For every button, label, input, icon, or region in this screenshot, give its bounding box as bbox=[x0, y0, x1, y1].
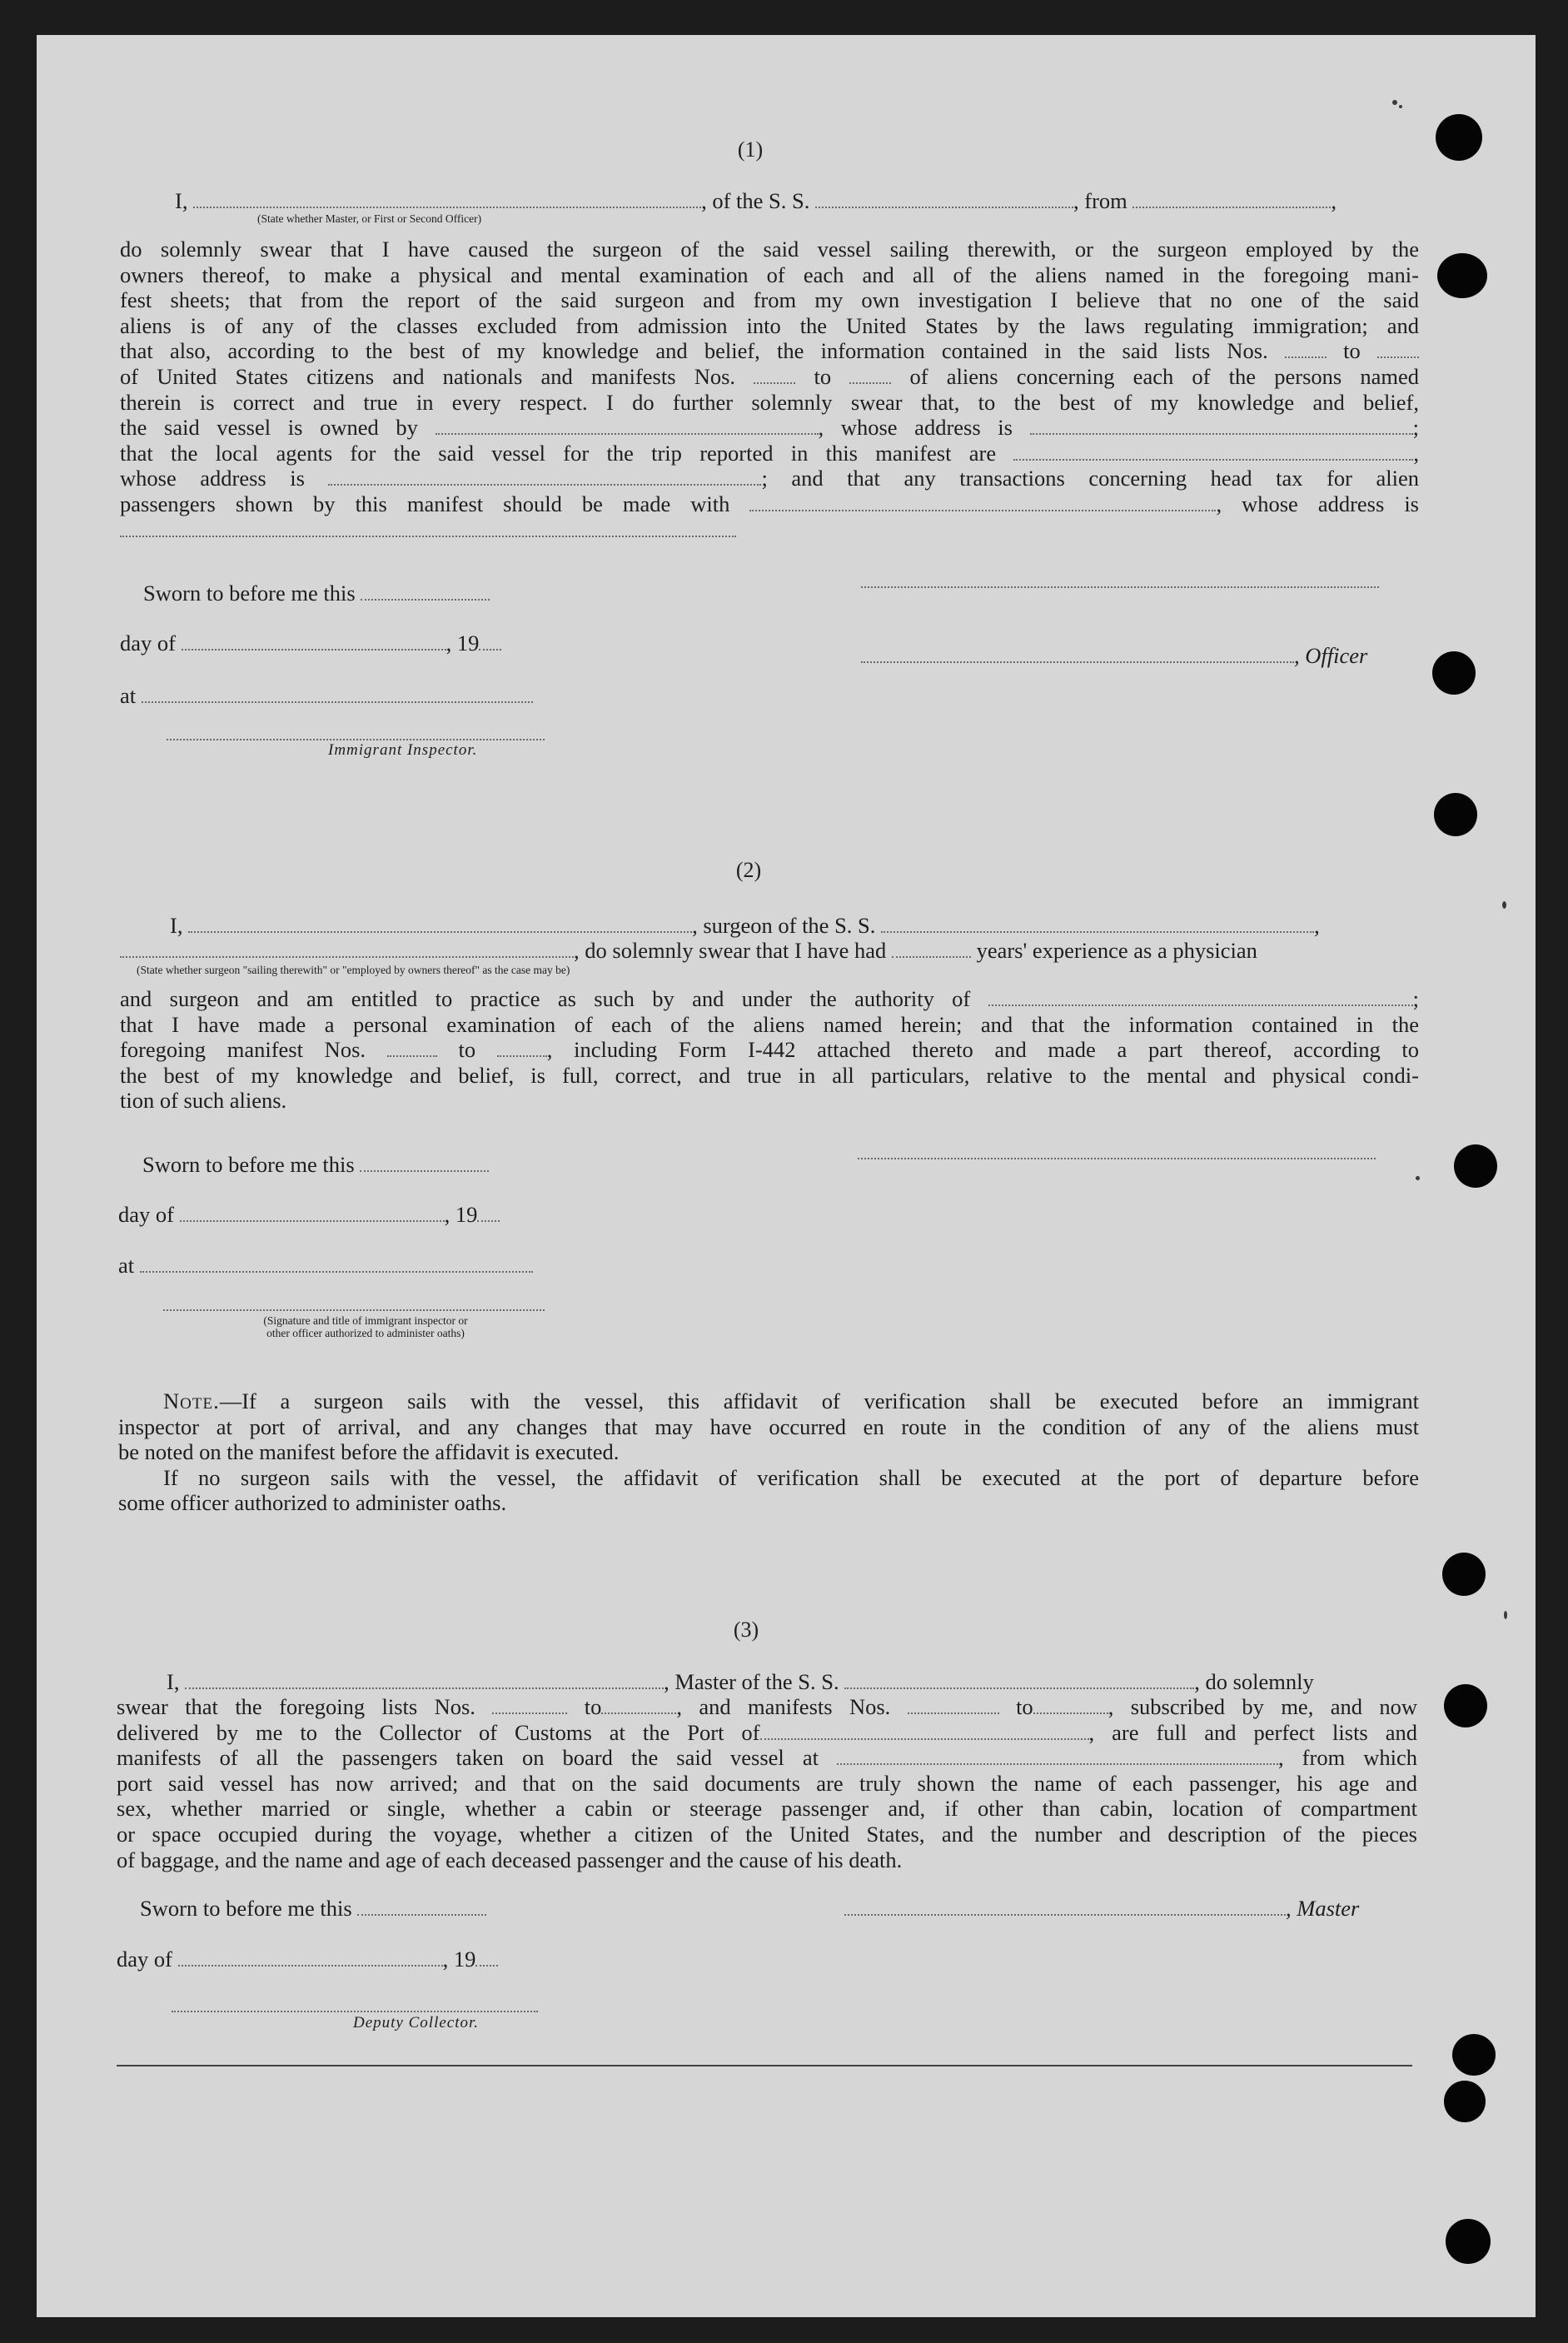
punch-hole bbox=[1442, 1553, 1486, 1596]
year-field[interactable] bbox=[477, 1205, 500, 1222]
officer-note: (State whether Master, or First or Second Officer) bbox=[257, 212, 482, 225]
surgeon-status-field[interactable] bbox=[120, 941, 574, 958]
ship-name-field[interactable] bbox=[815, 192, 1073, 208]
officer-signature-field[interactable] bbox=[861, 586, 1379, 588]
authority-field[interactable] bbox=[988, 990, 1413, 1006]
section-1-officer-sign: , Officer bbox=[861, 643, 1367, 669]
agents-address-field[interactable] bbox=[328, 469, 761, 486]
section-2-at: at bbox=[118, 1253, 533, 1279]
section-2-oath-text: and surgeon and am entitled to practice as such by and under the authority of ; that I have made a personal examination of each of the aliens named herein; and that the information contained in the foregoing manifest Nos. to , including Form I-442 attached thereto and made a part thereof, according to the best of my knowledge and belief, is full, correct, and true in all particulars, relative to the mental and physical condi- tion of such aliens. bbox=[120, 986, 1420, 1114]
collector-caption: Deputy Collector. bbox=[353, 2014, 480, 2031]
embarkation-port-field[interactable] bbox=[837, 1748, 1278, 1765]
owner-field[interactable] bbox=[436, 418, 819, 435]
year-field[interactable] bbox=[475, 1950, 498, 1967]
punch-hole bbox=[1454, 1144, 1497, 1188]
section-1-officer-line: I, , of the S. S. , from , bbox=[175, 188, 1337, 213]
section-2-surgeon-line: I, , surgeon of the S. S. , bbox=[170, 913, 1320, 938]
section-2-heading: (2) bbox=[735, 858, 762, 882]
manifests-from-field[interactable] bbox=[908, 1697, 999, 1714]
signature-note: (Signature and title of immigrant inspector or other officer authorized to administer oaths) bbox=[263, 1314, 468, 1339]
section-1-oath-text: do solemnly swear that I have caused the surgeon of the said vessel sailing therewith, or the surgeon employed by the owners thereof, to make a physical and mental examination of each and all of the aliens named in the foregoing mani- fest sheets; that from the report of the said surgeon and from my own investigation I believe that no one of the said aliens is of any of the classes excluded from admission into the United States by the laws regulating immigration; and that also, according to the best of my knowledge and belief, the information contained in the said lists Nos. to of United States citizens and nationals and manifests Nos. to of aliens concerning each of the persons named therein is correct and true in every respect. I do further solemnly swear that, to the best of my knowledge and belief, the said vessel is owned by , whose address is ; that the local agents for the said vessel for the trip reported in this manifest are , whose address is ; and that any transactions concerning head tax for alien passengers shown by this manifest should be made with , whose address is bbox=[120, 237, 1420, 516]
section-2-note: Note.—If a surgeon sails with the vessel, this affidavit of verification shall be executed before an immigrant inspector at port of arrival, and any changes that may have occurred en route in the condition of any of the aliens must be noted on the manifest before the affidavit is executed. If no surgeon sails with the vessel, the affidavit of verification shall be executed at the port of departure before some officer authorized to administer oaths. bbox=[118, 1388, 1419, 1515]
sworn-date-field[interactable] bbox=[360, 1155, 489, 1172]
section-2-day-of: day of , 19 bbox=[118, 1202, 500, 1228]
section-1-day-of: day of , 19 bbox=[120, 631, 501, 656]
local-agents-field[interactable] bbox=[1013, 444, 1413, 461]
section-3-oath-text: swear that the foregoing lists Nos. to , and manifests Nos. to , subscribed by me, and now delivered by me to the Collector of Customs at the Port of , are full and perfect lists and manifests of all the passengers taken on board the said vessel at , from which port said vessel has now arrived; and that on the said documents are truly shown the name of each passenger, his age and sex, whether married or single, whether a cabin or steerage passenger and, if other than cabin, location of compartment or space occupied during the voyage, whether a citizen of the United States, and the number and description of the pieces of baggage, and the name and age of each deceased passenger and the cause of his death. bbox=[117, 1694, 1418, 1872]
manifest-to-field[interactable] bbox=[497, 1040, 547, 1057]
section-2-sworn: Sworn to before me this bbox=[142, 1152, 489, 1178]
surgeon-note: (State whether surgeon "sailing therewith" or "employed by owners thereof" as the case may be) bbox=[137, 964, 570, 976]
speck bbox=[1416, 1176, 1420, 1180]
surgeon-name-field[interactable] bbox=[188, 916, 692, 933]
departure-port-field[interactable] bbox=[1132, 192, 1331, 208]
punch-hole bbox=[1436, 114, 1482, 161]
punch-hole bbox=[1432, 651, 1476, 695]
lists-to-field[interactable] bbox=[601, 1697, 676, 1714]
section-3-heading: (3) bbox=[733, 1618, 759, 1642]
section-1-sworn: Sworn to before me this bbox=[143, 581, 490, 606]
owner-address-field[interactable] bbox=[1030, 418, 1413, 435]
inspector-signature-field[interactable] bbox=[163, 1309, 545, 1311]
lists-from-field[interactable] bbox=[1285, 341, 1327, 358]
section-3-master-line: I, , Master of the S. S. , do solemnly bbox=[167, 1669, 1314, 1694]
speck bbox=[1504, 1611, 1507, 1619]
place-field[interactable] bbox=[140, 1256, 533, 1273]
master-signature-field[interactable] bbox=[844, 1899, 1286, 1916]
punch-hole bbox=[1437, 253, 1487, 298]
years-experience-field[interactable] bbox=[892, 941, 971, 958]
master-ship-field[interactable] bbox=[844, 1673, 1194, 1689]
head-tax-contact-field[interactable] bbox=[749, 495, 1216, 511]
speck bbox=[1392, 100, 1397, 105]
section-1-heading: (1) bbox=[737, 137, 764, 162]
inspector-caption: Immigrant Inspector. bbox=[328, 741, 478, 759]
lists-from-field[interactable] bbox=[492, 1697, 567, 1714]
punch-hole bbox=[1444, 2081, 1486, 2122]
section-1-at: at bbox=[120, 683, 533, 709]
sworn-date-field[interactable] bbox=[357, 1899, 486, 1916]
speck bbox=[1399, 105, 1402, 108]
place-field[interactable] bbox=[142, 686, 533, 703]
section-3-sworn: Sworn to before me this bbox=[140, 1896, 486, 1922]
officer-field[interactable] bbox=[193, 192, 701, 208]
officer-name-field[interactable] bbox=[861, 646, 1294, 663]
punch-hole bbox=[1452, 2034, 1496, 2076]
surgeon-ship-field[interactable] bbox=[881, 916, 1314, 933]
year-field[interactable] bbox=[479, 634, 501, 651]
section-2-experience-line: , do solemnly swear that I have had years' experience as a physician bbox=[120, 938, 1257, 964]
manifest-from-field[interactable] bbox=[387, 1040, 437, 1057]
punch-hole bbox=[1446, 2219, 1491, 2264]
sworn-date-field[interactable] bbox=[361, 584, 490, 601]
form-page bbox=[37, 35, 1536, 2317]
inspector-signature-field[interactable] bbox=[167, 739, 545, 740]
punch-hole bbox=[1444, 1684, 1487, 1727]
surgeon-signature-field[interactable] bbox=[858, 1158, 1376, 1159]
bottom-rule bbox=[117, 2065, 1412, 2066]
speck bbox=[1502, 901, 1506, 909]
master-name-field[interactable] bbox=[185, 1673, 664, 1689]
month-field[interactable] bbox=[180, 1205, 445, 1222]
manifests-to-field[interactable] bbox=[1033, 1697, 1108, 1714]
month-field[interactable] bbox=[178, 1950, 443, 1967]
section-3-master-sign: , Master bbox=[844, 1896, 1359, 1922]
month-field[interactable] bbox=[182, 634, 446, 651]
section-3-day-of: day of , 19 bbox=[117, 1947, 498, 1972]
lists-to-field[interactable] bbox=[1377, 341, 1419, 358]
manifests-from-field[interactable] bbox=[754, 367, 795, 384]
punch-hole bbox=[1434, 793, 1477, 836]
manifests-to-field[interactable] bbox=[849, 367, 891, 384]
collector-signature-field[interactable] bbox=[172, 2011, 538, 2012]
collector-port-field[interactable] bbox=[760, 1723, 1089, 1740]
head-tax-address-field[interactable] bbox=[120, 536, 736, 537]
